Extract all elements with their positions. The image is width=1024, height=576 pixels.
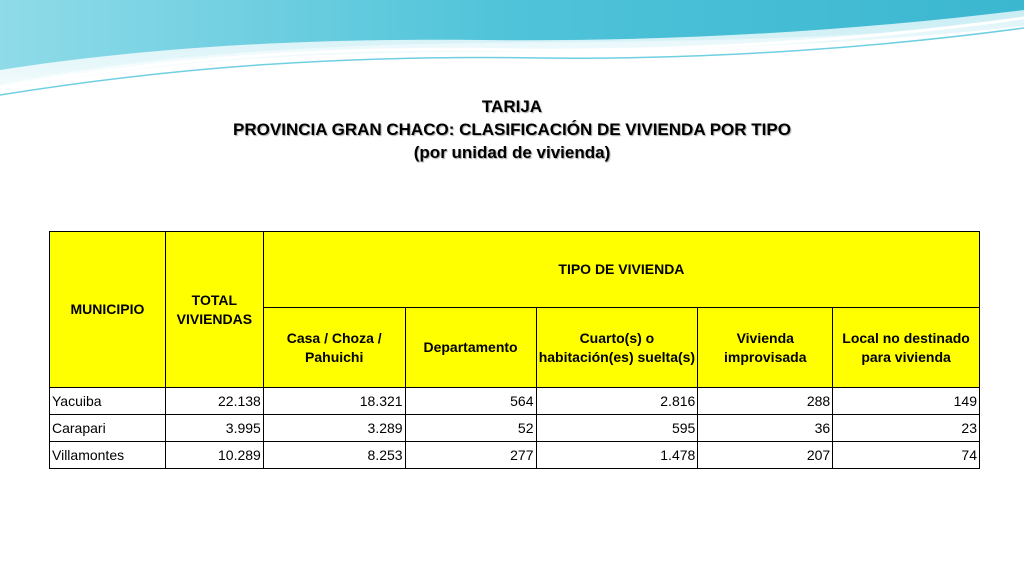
header-cuartos: Cuarto(s) o habitación(es) suelta(s)	[536, 308, 698, 388]
slide-title	[0, 95, 1024, 164]
header-casa-choza-pahuichi: Casa / Choza / Pahuichi	[263, 308, 405, 388]
cell-total: 3.995	[165, 415, 263, 442]
cell-improvisada: 288	[698, 388, 833, 415]
cell-departamento: 277	[405, 442, 536, 469]
cell-casa: 8.253	[263, 442, 405, 469]
cell-improvisada: 207	[698, 442, 833, 469]
title-line-unit: (por unidad de vivienda)	[413, 143, 611, 162]
cell-departamento: 52	[405, 415, 536, 442]
cell-cuartos: 1.478	[536, 442, 698, 469]
header-tipo-de-vivienda: TIPO DE VIVIENDA	[263, 232, 979, 308]
cell-municipio: Yacuiba	[50, 388, 166, 415]
cell-departamento: 564	[405, 388, 536, 415]
cell-local: 23	[833, 415, 980, 442]
title-line-main: PROVINCIA GRAN CHACO: CLASIFICACIÓN DE VIVIENDA POR TIPO	[233, 120, 791, 139]
cell-total: 10.289	[165, 442, 263, 469]
header-total-viviendas: TOTAL VIVIENDAS	[165, 232, 263, 388]
cell-casa: 3.289	[263, 415, 405, 442]
table-row	[50, 388, 980, 415]
cell-cuartos: 595	[536, 415, 698, 442]
cell-improvisada: 36	[698, 415, 833, 442]
cell-local: 149	[833, 388, 980, 415]
table-row	[50, 415, 980, 442]
title-line-region: TARIJA	[481, 97, 543, 116]
header-local-no-destinado: Local no destinado para vivienda	[833, 308, 980, 388]
cell-casa: 18.321	[263, 388, 405, 415]
header-wave-decoration	[0, 0, 1024, 110]
header-departamento: Departamento	[405, 308, 536, 388]
header-vivienda-improvisada: Vivienda improvisada	[698, 308, 833, 388]
cell-municipio: Villamontes	[50, 442, 166, 469]
cell-municipio: Carapari	[50, 415, 166, 442]
table-row	[50, 442, 980, 469]
housing-type-table	[49, 231, 980, 469]
cell-total: 22.138	[165, 388, 263, 415]
header-municipio: MUNICIPIO	[50, 232, 166, 388]
cell-local: 74	[833, 442, 980, 469]
cell-cuartos: 2.816	[536, 388, 698, 415]
